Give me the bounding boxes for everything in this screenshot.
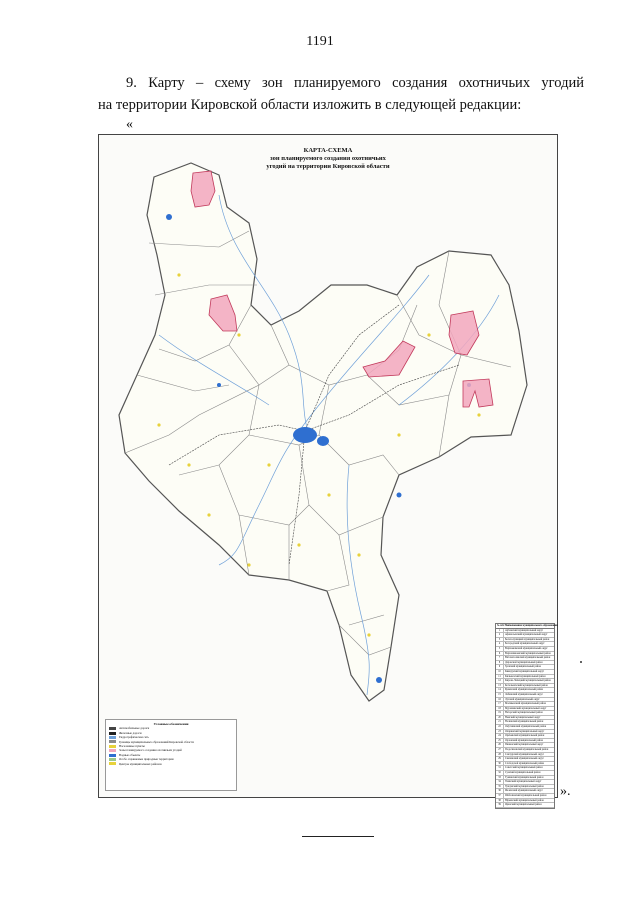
district-name: Белохолуницкий муниципальный район <box>505 637 550 641</box>
district-number: 18 <box>496 707 504 711</box>
district-name: Опаринский муниципальный округ <box>505 729 545 733</box>
map-title <box>99 147 557 171</box>
district-name: Верхнекамский муниципальный округ <box>505 646 548 650</box>
district-number: 21 <box>496 720 504 724</box>
legend-swatch <box>109 745 116 748</box>
district-name: Нолинский муниципальный район <box>505 720 544 724</box>
bottom-rule <box>302 836 374 837</box>
map-title-line-2: зон планируемого создания охотничьих <box>270 155 386 162</box>
legend-swatch <box>109 758 116 761</box>
legend-swatch <box>109 736 116 739</box>
district-name: Санчурский муниципальный округ <box>505 752 544 756</box>
district-number: 20 <box>496 716 504 720</box>
district-number: 14 <box>496 688 504 692</box>
legend-swatch <box>109 762 116 765</box>
district-number: 17 <box>496 702 504 706</box>
district-name: Куменский муниципальный район <box>505 688 544 692</box>
district-number: 39 <box>496 803 504 807</box>
planned-zone-5 <box>463 379 493 407</box>
legend-swatch <box>109 754 116 757</box>
district-name: Юрьянский муниципальный район <box>505 798 544 802</box>
district-number: 8 <box>496 661 504 665</box>
map-legend <box>105 719 237 791</box>
district-number: 5 <box>496 647 504 651</box>
legend-swatch <box>109 727 116 730</box>
district-number: 28 <box>496 753 504 757</box>
district-name: Мурашинский муниципальный округ <box>505 706 547 710</box>
legend-swatch <box>109 732 116 735</box>
district-number: 6 <box>496 652 504 656</box>
district-name: Слободской муниципальный район <box>505 761 545 765</box>
district-number: 13 <box>496 684 504 688</box>
district-name: Кирово-Чепецкий муниципальный район <box>505 679 551 683</box>
legend-label: Границы муниципальных образований Кировской области <box>119 739 194 744</box>
district-number: 35 <box>496 785 504 789</box>
district-name: Подосиновский муниципальный район <box>505 748 549 752</box>
district-number: 37 <box>496 794 504 798</box>
legend-label: Автомобильные дороги <box>119 726 150 731</box>
district-number: 24 <box>496 734 504 738</box>
district-name: Фаленский муниципальный округ <box>505 789 543 793</box>
region-map <box>99 135 557 797</box>
district-name: Зуевский муниципальный район <box>505 665 541 669</box>
district-number: 19 <box>496 711 504 715</box>
district-name: Лебяжский муниципальный округ <box>505 692 543 696</box>
district-table <box>495 623 558 809</box>
district-number: 33 <box>496 776 504 780</box>
district-rows <box>496 629 554 808</box>
district-number: 12 <box>496 679 504 683</box>
district-name: Кильмезский муниципальный район <box>505 674 546 678</box>
district-name: Яранский муниципальный район <box>505 803 542 807</box>
district-number: 29 <box>496 757 504 761</box>
district-number: 10 <box>496 670 504 674</box>
legend-label: Гидрографическая сеть <box>119 735 149 740</box>
map-title-line-1: КАРТА-СХЕМА <box>303 147 353 154</box>
district-name: Котельничский муниципальный район <box>505 683 548 687</box>
district-name: Малмыжский муниципальный район <box>505 702 546 706</box>
map-frame <box>98 134 558 807</box>
district-name: Немский муниципальный округ <box>505 715 541 719</box>
instruction-text <box>98 72 584 116</box>
opening-quote: « <box>126 117 133 132</box>
district-number: 2 <box>496 633 504 637</box>
legend-label: Железные дороги <box>119 730 142 735</box>
district-number: 30 <box>496 762 504 766</box>
district-name: Даровской муниципальный район <box>505 660 543 664</box>
legend-swatch <box>109 740 116 743</box>
district-number: 27 <box>496 748 504 752</box>
district-name: Лузский муниципальный округ <box>505 697 540 701</box>
legend-items <box>106 726 236 766</box>
legend-item <box>106 762 236 766</box>
district-name: Нагорский муниципальный район <box>505 711 543 715</box>
district-name: Тужинский муниципальный район <box>505 775 544 779</box>
legend-label: Зоны планируемого создания охотничьих угодий <box>119 748 182 753</box>
legend-swatch <box>109 749 116 752</box>
district-number: 11 <box>496 675 504 679</box>
district-name: Советский муниципальный район <box>505 766 543 770</box>
legend-label: Водные объекты <box>119 752 141 757</box>
district-name: Арбажский муниципальный округ <box>505 628 544 632</box>
district-number: 25 <box>496 739 504 743</box>
district-number: 26 <box>496 743 504 747</box>
district-name: Вятскополянский муниципальный район <box>505 656 551 660</box>
page-number: 1191 <box>306 34 334 49</box>
district-name: Омутнинский муниципальный район <box>505 725 547 729</box>
district-row <box>496 803 554 808</box>
district-name: Кикнурский муниципальный округ <box>505 669 545 673</box>
district-number: 16 <box>496 698 504 702</box>
closing-quote: ». <box>560 784 571 799</box>
district-number: 23 <box>496 730 504 734</box>
district-name: Афанасьевский муниципальный округ <box>505 633 548 637</box>
district-name: Пижанский муниципальный округ <box>505 743 544 747</box>
district-number: 4 <box>496 642 504 646</box>
region-boundary <box>119 163 527 701</box>
district-name: Шабалинский муниципальный район <box>505 793 547 797</box>
instruction-line-1: 9. Карту – схему зон планируемого создания охотничьих угодий <box>126 75 584 91</box>
district-name: Верхошижемский муниципальный район <box>505 651 551 655</box>
map-title-line-3: угодий на территории Кировской области <box>266 163 390 170</box>
district-number: 7 <box>496 656 504 660</box>
stray-mark <box>580 661 582 663</box>
district-name: Оричевский муниципальный район <box>505 734 545 738</box>
district-name: Унинский муниципальный округ <box>505 780 542 784</box>
legend-label: Особо охраняемые природные территории <box>119 757 174 762</box>
district-number: 31 <box>496 766 504 770</box>
instruction-line-2: на территории Кировской области изложить в следующей редакции: <box>98 97 522 113</box>
district-name: Орловский муниципальный район <box>505 738 543 742</box>
district-number: 22 <box>496 725 504 729</box>
district-number: 9 <box>496 665 504 669</box>
district-number: 38 <box>496 799 504 803</box>
legend-title: Условные обозначения <box>153 722 189 726</box>
district-number: 15 <box>496 693 504 697</box>
district-number: 1 <box>496 629 504 633</box>
district-name: Богородский муниципальный округ <box>505 642 545 646</box>
district-name: Свечинский муниципальный округ <box>505 757 544 761</box>
district-number: 3 <box>496 638 504 642</box>
legend-label: Центры муниципальных районов <box>119 761 162 766</box>
district-number: 36 <box>496 789 504 793</box>
district-name: Сунский муниципальный район <box>505 771 541 774</box>
district-table-header: № п/п Наименование муниципального образования <box>497 624 558 627</box>
district-number: 34 <box>496 780 504 784</box>
legend-label: Населенные пункты <box>119 744 145 749</box>
district-name: Уржумский муниципальный район <box>505 784 544 788</box>
district-number: 32 <box>496 771 504 775</box>
